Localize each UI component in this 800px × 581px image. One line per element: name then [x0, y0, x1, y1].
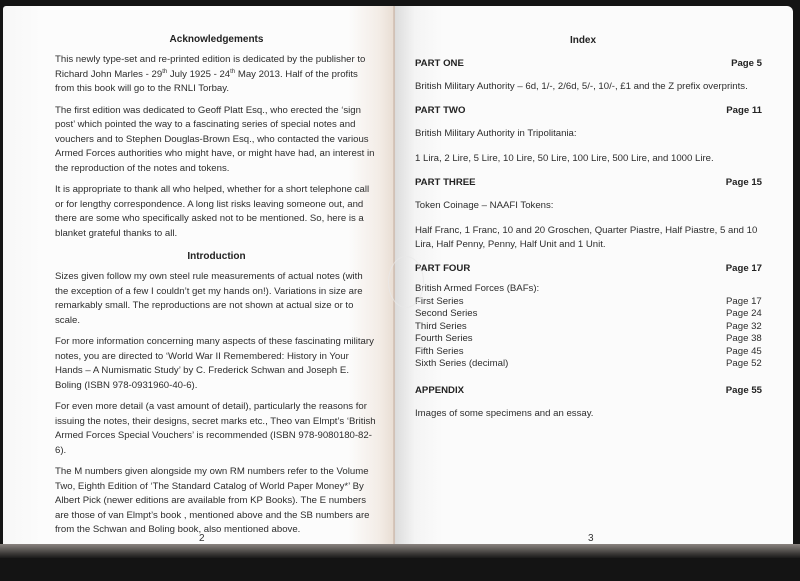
series-name: Second Series [415, 308, 478, 319]
part-description: Half Franc, 1 Franc, 10 and 20 Groschen, Quarter Piastre, Half Piastre, 5 and 10 Lira, Half Penny, Penny, Half Unit and 1 Unit. [415, 225, 758, 250]
intro-paragraph: For more information concerning many aspects of these fascinating military notes, you are directed to ‘World War II Remembered: History in Your Hands – A Numismatic Study’ by C. Frederick Schwan and Joseph E. Boling (ISBN 978-0931960-40-6). [55, 336, 374, 391]
ack-paragraph-dedication [55, 53, 378, 97]
index-part-three [415, 177, 762, 188]
book-bottom-edge [0, 544, 800, 558]
series-page: Page 17 [726, 295, 762, 307]
series-name: Third Series [415, 320, 467, 332]
part-page: Page 55 [725, 384, 762, 396]
series-name: Fourth Series [415, 333, 473, 344]
intro-paragraph: For even more detail (a vast amount of detail), particularly the reasons for issuing the notes, their designs, secret marks etc., Theo van Elmpt’s ‘British Armed Forces Special Vouchers’ is recommended (ISBN 978-9080180-82-6). [55, 401, 376, 456]
series-page: Page 32 [726, 320, 762, 332]
series-name: Sixth Series (decimal) [415, 358, 509, 369]
dedication-text-end: May 2013. Half of the profits from this book will go to the RNLI Torbay. [55, 68, 358, 94]
series-row [415, 346, 762, 359]
dedication-text-start: This newly type-set and re-printed edition is dedicated by the publisher to Richard John Marles - 29 [55, 54, 366, 80]
right-page [395, 6, 793, 548]
ordinal-suffix: th [162, 68, 168, 75]
ack-paragraph: It is appropriate to thank all who helped, whether for a short telephone call or for lengthy correspondence. A long list risks leaving someone out, and there are some who specifically asked not to be mentioned. So, here is a blanket grateful thanks to all. [55, 184, 370, 239]
left-page [3, 6, 395, 548]
scan-artifact-circle [388, 256, 424, 308]
part-page: Page 17 [725, 263, 762, 274]
acknowledgements-heading: Acknowledgements [169, 34, 264, 45]
series-name: Fifth Series [415, 345, 464, 357]
part-description: 1 Lira, 2 Lire, 5 Lire, 10 Lire, 50 Lire, 100 Lire, 500 Lire, and 1000 Lire. [415, 153, 714, 164]
part-title: PART THREE [415, 177, 476, 188]
part-page: Page 5 [731, 58, 762, 69]
part-description: Token Coinage – NAAFI Tokens: [415, 200, 554, 211]
series-page: Page 24 [726, 308, 762, 319]
series-page: Page 45 [726, 345, 762, 357]
index-heading: Index [569, 35, 597, 46]
part-title: APPENDIX [415, 384, 465, 396]
index-appendix [415, 385, 762, 396]
series-name: First Series [415, 295, 464, 307]
index-part-two [415, 105, 762, 116]
series-intro: British Armed Forces (BAFs): [415, 283, 540, 294]
series-row [415, 358, 762, 371]
series-row [415, 296, 762, 309]
part-description [415, 283, 762, 296]
part-page: Page 15 [725, 177, 762, 188]
part-title: PART ONE [415, 58, 464, 69]
part-description: British Military Authority – 6d, 1/-, 2/6d, 5/-, 10/-, £1 and the Z prefix overprints. [415, 81, 748, 92]
index-list [415, 58, 762, 432]
intro-paragraph: The M numbers given alongside my own RM numbers refer to the Volume Two, Eighth Edition of ‘The Standard Catalog of World Paper Money*’ By Albert Pick (newer editions are available from KP Books). The E numbers are those of van Elmpt’s book , mentioned above and the SB numbers are from the Schwan and Boling book, also mentioned above. [55, 466, 370, 535]
left-page-content [55, 34, 378, 545]
series-row [415, 333, 762, 346]
part-title: PART TWO [415, 105, 466, 116]
part-description: Images of some specimens and an essay. [415, 407, 594, 419]
series-row [415, 308, 762, 321]
index-part-four [415, 263, 762, 274]
part-page: Page 11 [726, 105, 762, 116]
page-number-left: 2 [199, 533, 205, 544]
ack-paragraph: The first edition was dedicated to Geoff Platt Esq., who erected the ‘sign post’ which pointed the way to a fascinating series of special notes and vouchers and to Stephen Douglas-Brown Esq., who contacted the various Armed Forces authorities who might have, or might have had, an interest in the reproduction of the notes and tokens. [55, 104, 375, 174]
introduction-heading: Introduction [187, 251, 246, 262]
ordinal-suffix: th [230, 68, 236, 75]
index-part-one [415, 58, 762, 69]
page-number-right: 3 [588, 533, 594, 544]
dedication-text-middle: July 1925 - 24 [167, 68, 231, 80]
series-page: Page 38 [726, 333, 762, 344]
series-page: Page 52 [726, 358, 762, 369]
part-title: PART FOUR [415, 263, 471, 274]
intro-paragraph: Sizes given follow my own steel rule measurements of actual notes (with the exception of a few I couldn’t get my hands on!). Variations in size are remarkably small. The reproductions are not shown at actual size or to scale. [55, 271, 363, 326]
series-row [415, 321, 762, 334]
part-description: British Military Authority in Tripolitania: [415, 128, 577, 139]
